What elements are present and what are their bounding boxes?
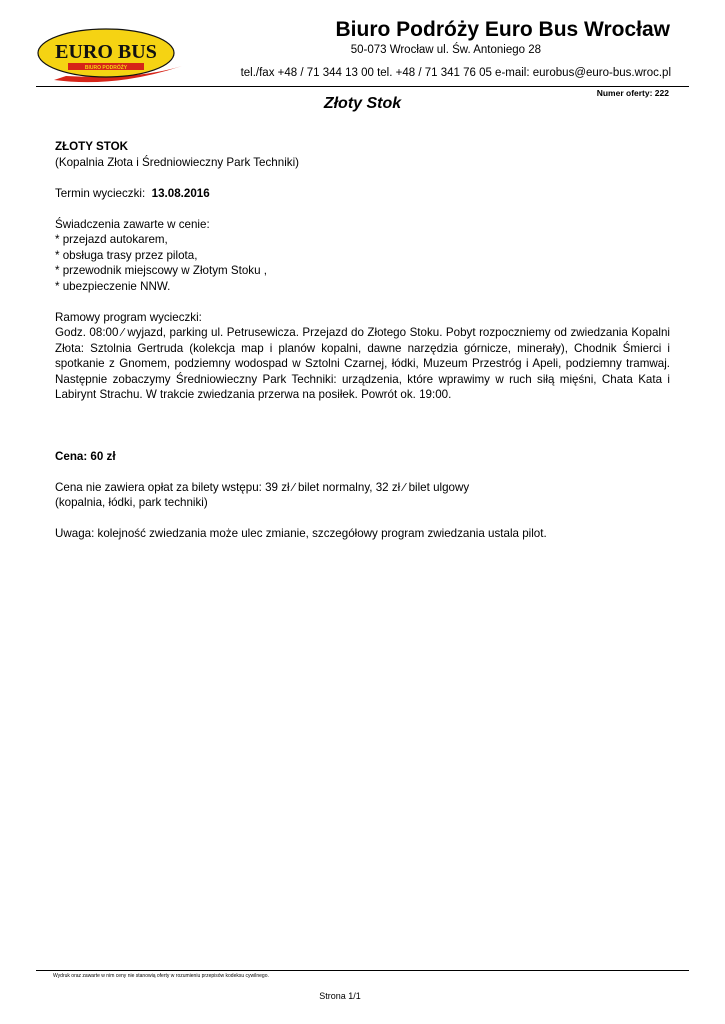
page-number: Strona 1/1 [319, 991, 361, 1001]
included-label: Świadczenia zawarte w cenie: [55, 217, 210, 231]
included-item: * ubezpieczenie NNW. [55, 279, 171, 293]
offer-content [55, 139, 670, 542]
content-subheading: (Kopalnia Złota i Średniowieczny Park Techniki) [55, 155, 300, 169]
program-label: Ramowy program wycieczki: [55, 310, 202, 324]
included-item: * przewodnik miejscowy w Złotym Stoku , [55, 264, 267, 277]
trip-date-value: 13.08.2016 [151, 186, 210, 200]
offer-title: Złoty Stok [323, 95, 402, 112]
offer-number: Numer oferty: 222 [596, 88, 669, 98]
header-divider [36, 86, 689, 87]
company-address: 50-073 Wrocław ul. Św. Antoniego 28 [350, 44, 541, 56]
footer-disclaimer: Wydruk oraz zawarte w nim ceny nie stanowią oferty w rozumieniu przepisów kodeksu cywilnego. [53, 973, 269, 979]
price-note: Cena nie zawiera opłat za bilety wstępu: 39 zł ∕ bilet normalny, 32 zł ∕ bilet ulgowy [55, 480, 470, 494]
company-name: Biuro Podróży Euro Bus Wrocław [335, 18, 670, 41]
euro-bus-logo [36, 26, 186, 84]
trip-date [55, 186, 670, 202]
content-heading: ZŁOTY STOK [55, 140, 129, 153]
trip-date-label: Termin wycieczki: [55, 186, 146, 200]
logo-subtext: BIURO PODRÓŻY [84, 65, 128, 71]
price-note-detail: (kopalnia, łódki, park techniki) [55, 496, 208, 509]
logo-text: EURO BUS [55, 41, 157, 63]
program-text: Godz. 08:00 ∕ wyjazd, parking ul. Petrusewicza. Przejazd do Złotego Stoku. Pobyt rozpoczniemy od zwiedzania Kopalni Złota: Sztolnia Gertruda (kolekcja map i planów kopalni, dawne narzędzia górnicze, minerały), Chodnik Śmierci i spotkanie z Gnomem, podziemny wodospad w Sztolni Czarnej, łódki, Muzeum Przestróg i Apeli, podziemny tramwaj. Następnie zobaczymy Średniowieczny Park Techniki: urządzenia, które wprawimy w ruch siłą mięśni, Chata Kata i Labirynt Strachu. W trakcie zwiedzania przerwa na posiłek. Powrót ok. 19:00. [55, 326, 670, 401]
included-item: * przejazd autokarem, [55, 233, 168, 246]
visit-note: Uwaga: kolejność zwiedzania może ulec zmianie, szczegółowy program zwiedzania ustala pilot. [55, 527, 547, 540]
footer-divider [36, 970, 689, 971]
included-item: * obsługa trasy przez pilota, [55, 248, 198, 262]
price: Cena: 60 zł [55, 449, 116, 463]
company-contacts: tel./fax +48 / 71 344 13 00 tel. +48 / 71 341 76 05 e-mail: eurobus@euro-bus.wroc.pl [240, 67, 671, 79]
